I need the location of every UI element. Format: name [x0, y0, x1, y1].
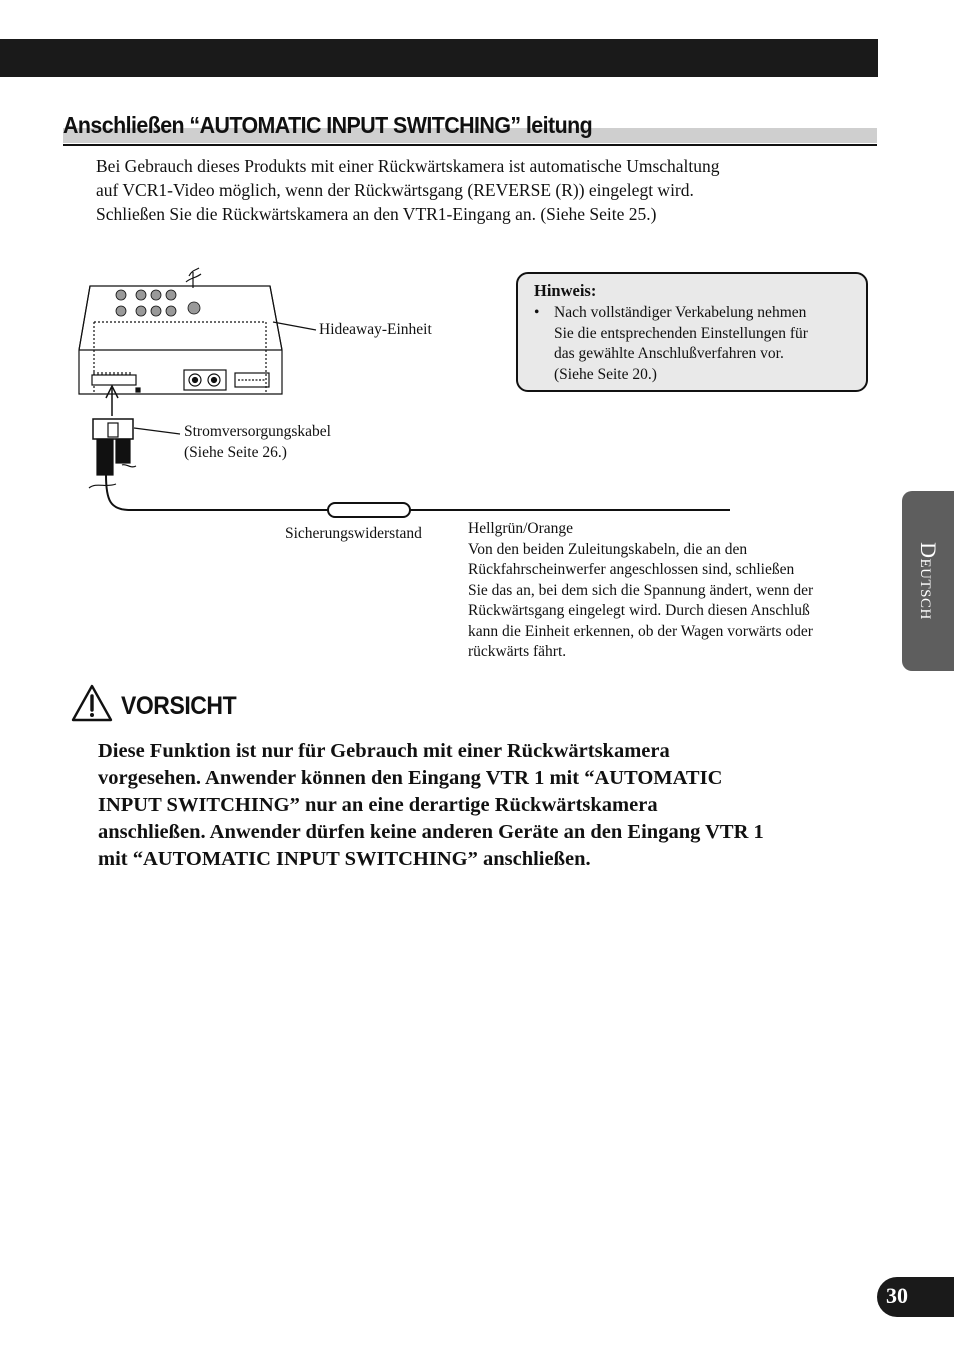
note-line: das gewählte Anschlußverfahren vor.	[554, 345, 784, 362]
power-plug	[93, 419, 133, 439]
note-title: Hinweis:	[534, 281, 597, 300]
caution-title: VORSICHT	[121, 692, 237, 720]
intro-line: auf VCR1-Video möglich, wenn der Rückwärtsgang (REVERSE (R)) eingelegt wird.	[96, 180, 694, 200]
hideaway-label-text: Hideaway-Einheit	[319, 321, 432, 338]
caution-line: anschließen. Anwender dürfen keine anderen Geräte an den Eingang VTR 1	[98, 821, 764, 843]
section-title: Anschließen “AUTOMATIC INPUT SWITCHING” leitung	[63, 112, 593, 138]
note-line: (Siehe Seite 20.)	[554, 365, 657, 383]
intro-paragraph	[96, 154, 856, 226]
wire-line: Hellgrün/Orange	[468, 520, 574, 537]
language-label: Deutsch	[916, 542, 941, 620]
caution-line: Diese Funktion ist nur für Gebrauch mit einer Rückwärtskamera	[98, 740, 670, 762]
power-cable-line: (Siehe Seite 26.)	[184, 443, 287, 461]
wire-line: Von den beiden Zuleitungskabeln, die an den	[468, 540, 748, 558]
hideaway-unit-label	[319, 320, 432, 341]
caution-line: mit “AUTOMATIC INPUT SWITCHING” anschließen.	[98, 848, 591, 870]
note-item	[534, 303, 854, 385]
page-number: 30	[886, 1283, 908, 1308]
caution-paragraph	[98, 738, 764, 873]
wire-line: Rückfahrscheinwerfer angeschlossen sind, schließen	[468, 561, 795, 578]
note-line: Nach vollständiger Verkabelung nehmen	[554, 304, 807, 321]
fuse-resistor-label	[285, 524, 422, 545]
wire-line: kann die Einheit erkennen, ob der Wagen vorwärts oder	[468, 622, 813, 640]
caution-line: vorgesehen. Anwender können den Eingang VTR 1 mit “AUTOMATIC	[98, 767, 723, 789]
top-header-bar	[0, 39, 878, 77]
antenna-wire	[186, 268, 201, 288]
wire-line: rückwärts fährt.	[468, 643, 567, 660]
hideaway-leader-line	[273, 322, 316, 330]
fuse-resistor	[328, 503, 410, 517]
page-number-badge	[877, 1277, 954, 1317]
heading-rule	[63, 144, 877, 146]
caution-line: INPUT SWITCHING” nur an eine derartige Rückwärtskamera	[98, 794, 658, 816]
wire-description	[468, 519, 813, 663]
intro-line: Bei Gebrauch dieses Produkts mit einer Rückwärtskamera ist automatische Umschaltung	[96, 156, 720, 176]
power-cable-line: Stromversorgungskabel	[184, 423, 331, 440]
power-cable-label	[184, 422, 331, 463]
fuse-label-text: Sicherungswiderstand	[285, 525, 422, 542]
wire-line: Rückwärtsgang eingelegt wird. Durch diesen Anschluß	[468, 602, 810, 619]
power-plug-leader-line	[134, 428, 180, 434]
note-box	[516, 272, 868, 392]
warning-triangle-icon	[70, 683, 114, 723]
note-line: Sie die entsprechenden Einstellungen für	[554, 324, 808, 342]
intro-line: Schließen Sie die Rückwärtskamera an den VTR1-Eingang an. (Siehe Seite 25.)	[96, 204, 657, 224]
note-bullet: •	[534, 304, 540, 321]
wire-line: Sie das an, bei dem sich die Spannung ändert, wenn der	[468, 581, 814, 599]
language-side-tab	[902, 491, 954, 671]
hideaway-unit	[79, 286, 282, 394]
